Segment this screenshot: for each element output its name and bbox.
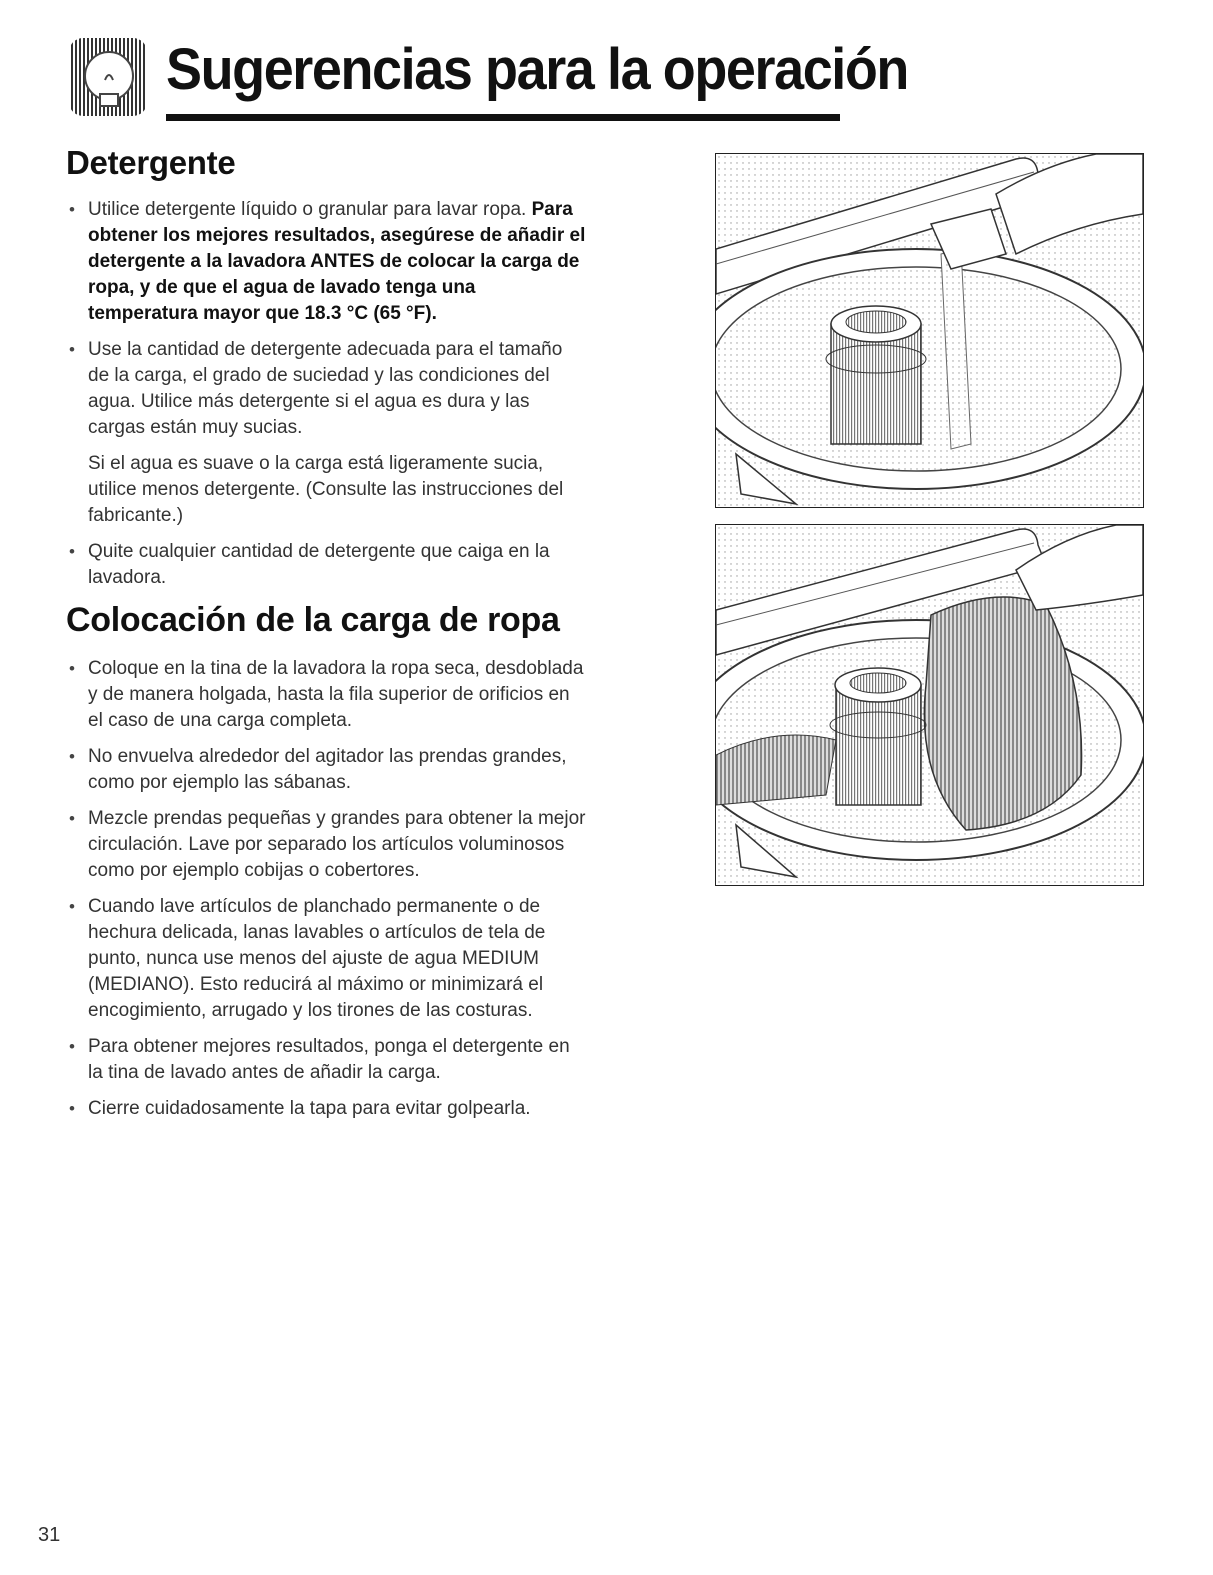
detergent-list-continued	[66, 539, 586, 591]
bullet-text: Utilice detergente líquido o granular para lavar ropa.	[88, 199, 532, 220]
list-item	[66, 894, 586, 1024]
bullet-icon: •	[69, 897, 75, 916]
loading-list	[66, 656, 586, 1122]
bullet-bold-text: Para obtener los mejores resultados, asegúrese de añadir el detergente a la lavadora ANTES de colocar la carga de ropa, y de que el agua de lavado tenga una temperatura mayor que 18.3 °C (65 °F).	[88, 199, 586, 324]
bullet-icon: •	[69, 542, 75, 561]
load-clothes-illustration	[715, 524, 1144, 886]
title-underline	[166, 114, 840, 121]
detergent-heading: Detergente	[66, 144, 236, 181]
list-item	[66, 539, 586, 591]
list-item	[66, 806, 586, 884]
list-item	[66, 744, 586, 796]
loading-section	[66, 600, 586, 1132]
bullet-icon: •	[69, 1037, 75, 1056]
page-title: Sugerencias para la operación	[166, 37, 908, 102]
bullet-icon: •	[69, 747, 75, 766]
bullet-text: Coloque en la tina de la lavadora la ropa seca, desdoblada y de manera holgada, hasta la fila superior de orificios en el caso de una carga completa.	[88, 658, 584, 731]
bullet-text: Cuando lave artículos de planchado permanente o de hechura delicada, lanas lavables o artículos de tela de punto, nunca use menos del ajuste de agua MEDIUM (MEDIANO). Esto reducirá al máximo or minimizará el encogimiento, arrugado y los tirones de las costuras.	[88, 896, 546, 1021]
bullet-text: Use la cantidad de detergente adecuada para el tamaño de la carga, el grado de suciedad y las condiciones del agua. Utilice más detergente si el agua es dura y las cargas están muy sucias.	[88, 339, 563, 438]
bullet-text: Para obtener mejores resultados, ponga el detergente en la tina de lavado antes de añadir la carga.	[88, 1036, 570, 1083]
bullet-icon: •	[69, 659, 75, 678]
bullet-icon: •	[69, 340, 75, 359]
detergent-pour-illustration	[715, 153, 1144, 508]
bullet-text: Quite cualquier cantidad de detergente que caiga en la lavadora.	[88, 541, 550, 588]
page-number: 31	[38, 1524, 61, 1546]
list-item	[66, 1096, 586, 1122]
list-item	[66, 656, 586, 734]
detergent-section	[66, 143, 586, 601]
bullet-text: Mezcle prendas pequeñas y grandes para obtener la mejor circulación. Lave por separado los artículos voluminosos como por ejemplo cobijas o cobertores.	[88, 808, 586, 881]
tip-lightbulb-icon	[67, 36, 149, 118]
list-item	[66, 1034, 586, 1086]
bullet-text: No envuelva alrededor del agitador las prendas grandes, como por ejemplo las sábanas.	[88, 746, 567, 793]
bullet-text: Cierre cuidadosamente la tapa para evitar golpearla.	[88, 1098, 531, 1119]
bullet-icon: •	[69, 200, 75, 219]
bullet-icon: •	[69, 809, 75, 828]
list-item	[66, 197, 586, 327]
detergent-list	[66, 197, 586, 441]
list-item	[66, 337, 586, 441]
bullet-icon: •	[69, 1099, 75, 1118]
loading-heading: Colocación de la carga de ropa	[66, 601, 560, 639]
detergent-note: Si el agua es suave o la carga está ligeramente sucia, utilice menos detergente. (Consulte las instrucciones del fabricante.)	[88, 453, 564, 526]
